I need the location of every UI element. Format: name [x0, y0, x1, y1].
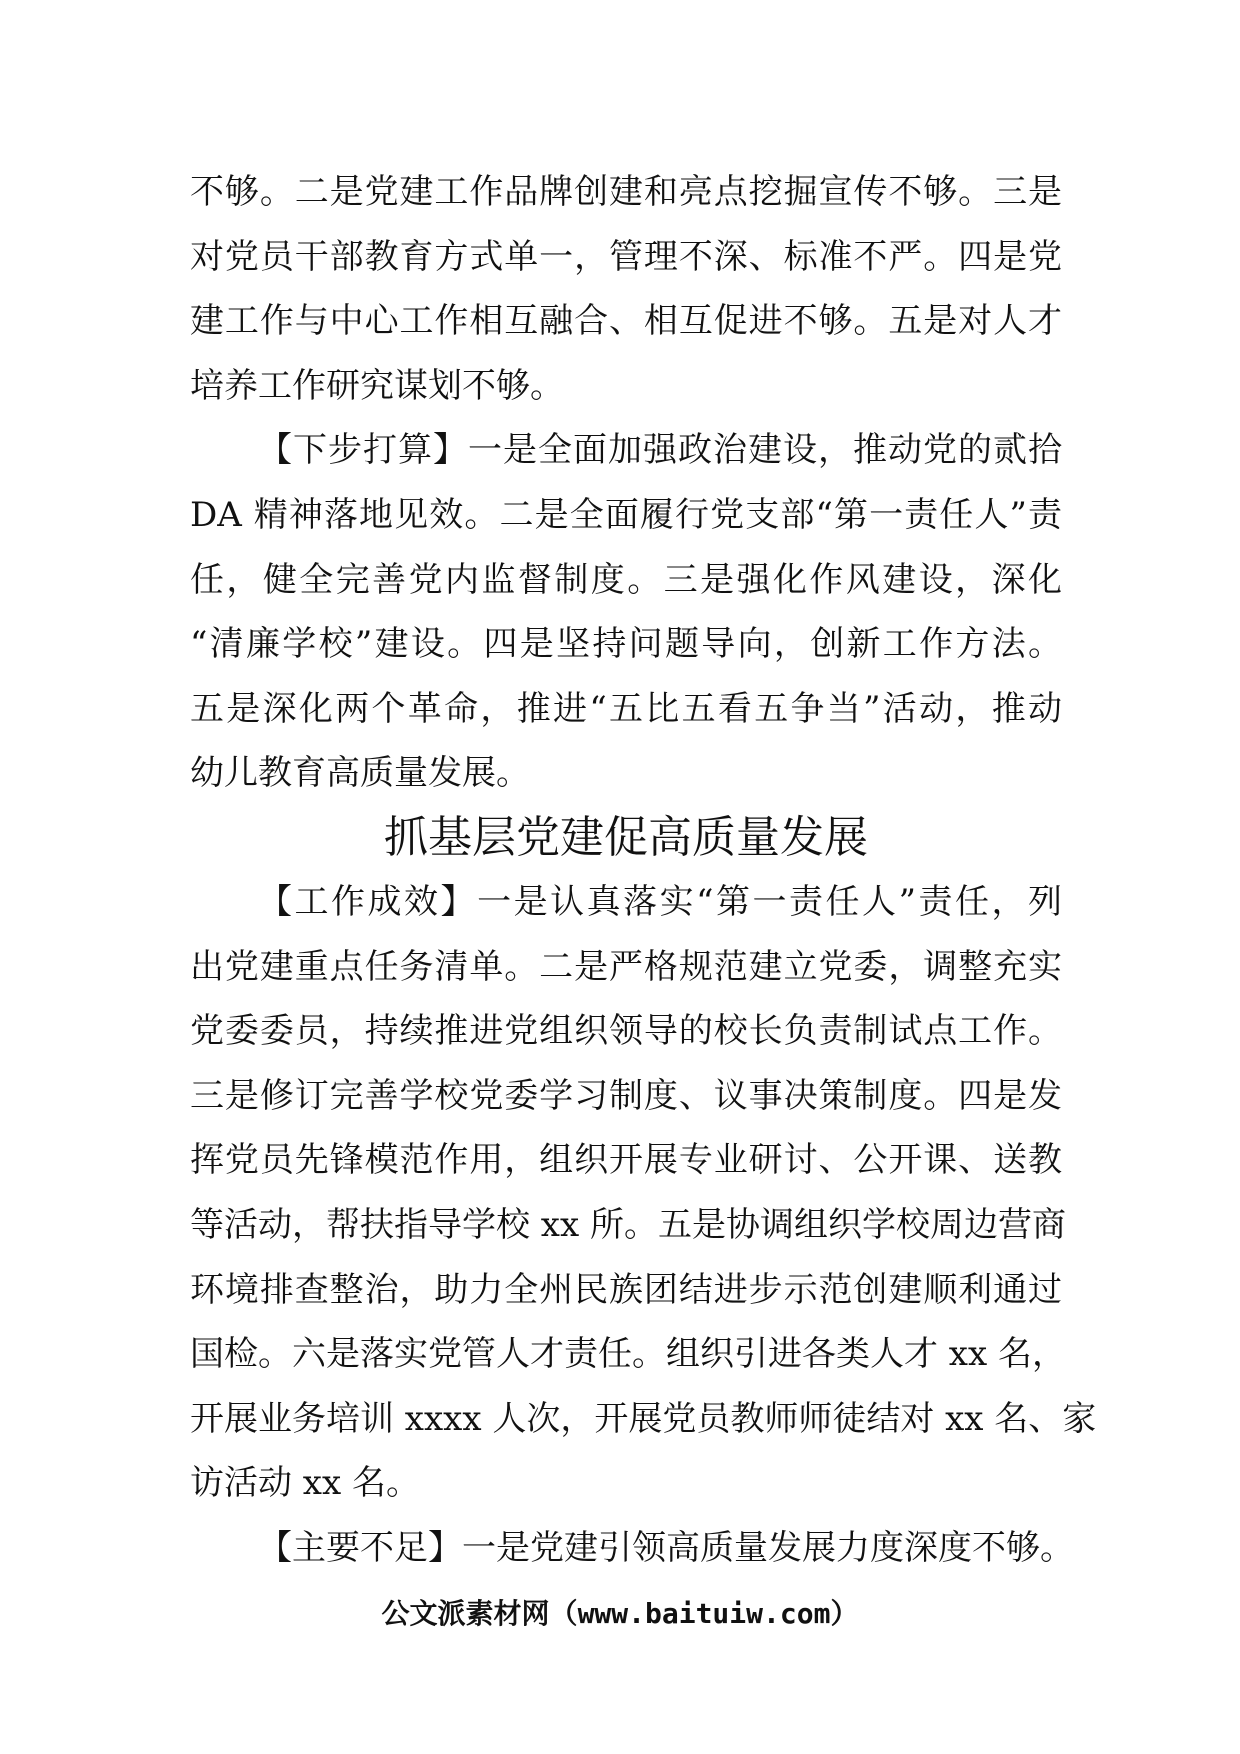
text-line: 任，健全完善党内监督制度。三是强化作风建设，深化: [190, 559, 1062, 600]
text-line: 党委委员，持续推进党组织领导的校长负责制试点工作。: [190, 1011, 1062, 1052]
text-line: 【工作成效】一是认真落实“第一责任人”责任，列: [258, 881, 1062, 922]
text-line: 国检。六是落实党管人才责任。组织引进各类人才 xx 名，: [190, 1334, 1066, 1375]
footer-close-paren: ）: [830, 1597, 859, 1630]
text-line: 建工作与中心工作相互融合、相互促进不够。五是对人才: [190, 301, 1062, 342]
footer-watermark: [0, 1594, 1240, 1634]
text-line: 开展业务培训 xxxx 人次，开展党员教师师徒结对 xx 名、家: [190, 1398, 1097, 1439]
section-heading: 抓基层党建促高质量发展: [384, 811, 868, 863]
text-line: 出党建重点任务清单。二是严格规范建立党委，调整充实: [190, 946, 1062, 987]
text-line: 挥党员先锋模范作用，组织开展专业研讨、公开课、送教: [190, 1140, 1062, 1181]
text-line: 培养工作研究谋划不够。: [190, 365, 564, 406]
document-body: [190, 160, 1097, 1580]
paragraph-work-results: [190, 870, 1097, 1516]
footer-site-name: 公文派素材网（: [381, 1597, 578, 1630]
text-line: DA 精神落地见效。二是全面履行党支部“第一责任人”责: [190, 494, 1062, 535]
text-line: 三是修订完善学校党委学习制度、议事决策制度。四是发: [190, 1075, 1062, 1116]
footer-url: www.baituiw.com: [577, 1597, 831, 1630]
text-line: 访活动 xx 名。: [190, 1463, 420, 1504]
text-line: 不够。二是党建工作品牌创建和亮点挖掘宣传不够。三是: [190, 172, 1062, 212]
text-line: 幼儿教育高质量发展。: [190, 753, 530, 794]
paragraph-main-shortcomings: [190, 1516, 1074, 1581]
paragraph-next-steps: [190, 418, 1062, 806]
text-line: 五是深化两个革命，推进“五比五看五争当”活动，推动: [190, 688, 1062, 729]
text-line: 【下步打算】一是全面加强政治建设，推动党的贰拾: [258, 430, 1062, 471]
text-line: 【主要不足】一是党建引领高质量发展力度深度不够。: [258, 1527, 1074, 1568]
text-line: 对党员干部教育方式单一，管理不深、标准不严。四是党: [190, 236, 1062, 277]
text-line: 等活动，帮扶指导学校 xx 所。五是协调组织学校周边营商: [190, 1204, 1066, 1245]
text-line: “清廉学校”建设。四是坚持问题导向，创新工作方法。: [190, 624, 1062, 665]
text-line: 环境排查整治，助力全州民族团结进步示范创建顺利通过: [190, 1269, 1062, 1310]
paragraph-continuation: [190, 160, 1062, 418]
